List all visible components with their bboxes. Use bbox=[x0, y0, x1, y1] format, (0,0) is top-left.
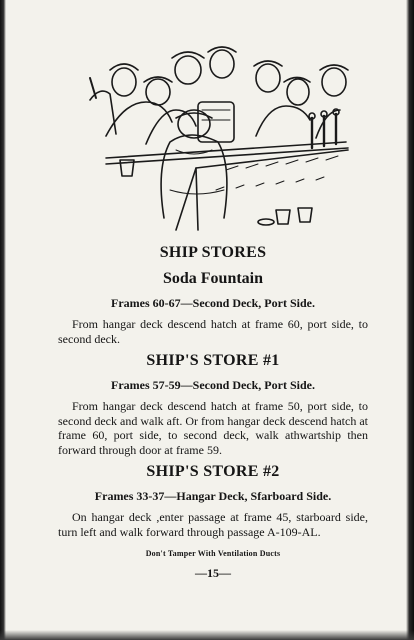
content-column bbox=[58, 244, 368, 581]
page-edge-bottom bbox=[0, 630, 414, 640]
main-title: SHIP STORES bbox=[159, 244, 267, 261]
store-1-location: Frames 57-59—Second Deck, Port Side. bbox=[111, 378, 315, 392]
ventilation-notice: Don't Tamper With Ventilation Ducts bbox=[145, 549, 281, 558]
store-2-heading: SHIP'S STORE #2 bbox=[146, 463, 280, 480]
store-2-location: Frames 33-37—Hangar Deck, Sfarboard Side. bbox=[94, 489, 332, 503]
page-edge-left bbox=[0, 0, 6, 640]
store-1-heading: SHIP'S STORE #1 bbox=[146, 352, 280, 369]
soda-fountain-heading: Soda Fountain bbox=[162, 270, 264, 287]
store-1-directions: From hangar deck descend hatch at frame 50, port side, to second deck and walk aft. Or from hangar deck descend hatch at frame 60, port side, to second deck, walk athwartship then forward through door at frame 59. bbox=[58, 399, 368, 457]
soda-fountain-directions: From hangar deck descend hatch at frame 60, port side, to second deck. bbox=[58, 317, 368, 346]
page-number: —15— bbox=[195, 566, 231, 580]
soda-fountain-location: Frames 60-67—Second Deck, Port Side. bbox=[111, 296, 315, 310]
soda-fountain-illustration bbox=[76, 40, 356, 232]
store-2-directions: On hangar deck ,enter passage at frame 45, starboard side, turn left and walk forward through passage A-109-AL. bbox=[58, 510, 368, 539]
page-edge-right bbox=[406, 0, 414, 640]
